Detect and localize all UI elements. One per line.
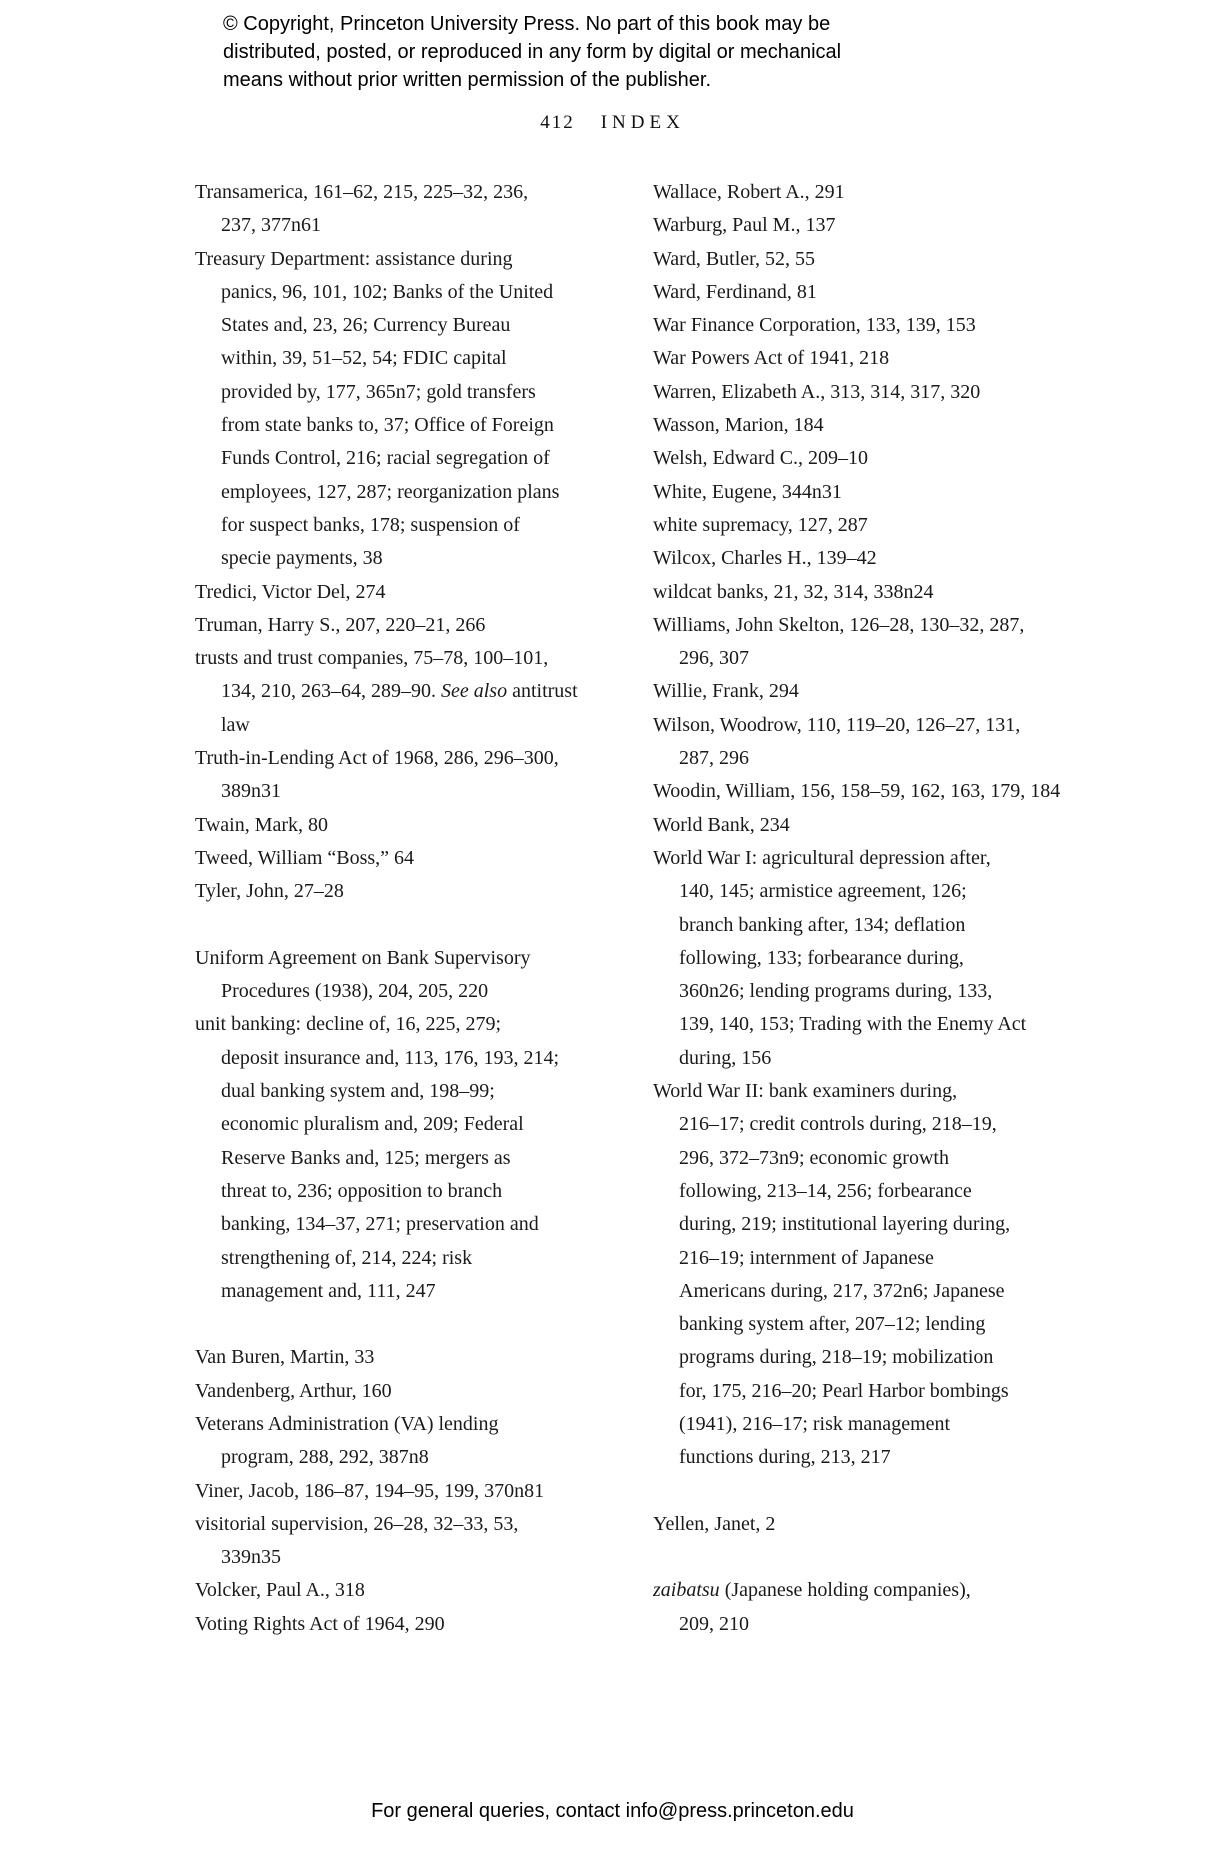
index-line-text: White, Eugene, 344n31 <box>653 480 842 503</box>
index-line-text: Veterans Administration (VA) lending <box>195 1412 499 1435</box>
index-line <box>653 309 1123 342</box>
index-line <box>195 576 645 609</box>
index-line <box>653 243 1123 276</box>
index-line-text: Willie, Frank, 294 <box>653 680 799 703</box>
index-line-text: management and, 111, 247 <box>221 1279 436 1302</box>
index-line <box>653 1508 1123 1541</box>
index-line <box>195 1608 645 1641</box>
copyright-line: © Copyright, Princeton University Press. No part of this book may be <box>223 13 831 35</box>
index-line <box>653 1608 1123 1641</box>
copyright-line: distributed, posted, or reproduced in any form by digital or mechanical <box>223 41 842 63</box>
index-line-text: 296, 372–73n9; economic growth <box>679 1146 949 1169</box>
index-line <box>195 1175 645 1208</box>
index-line-text: World War I: agricultural depression after, <box>653 846 991 869</box>
index-line-text: employees, 127, 287; reorganization plans <box>221 480 560 503</box>
index-line-text: visitorial supervision, 26–28, 32–33, 53, <box>195 1512 519 1535</box>
index-line-text: Wallace, Robert A., 291 <box>653 181 845 203</box>
index-line <box>653 1242 1123 1275</box>
index-line-text: Welsh, Edward C., 209–10 <box>653 447 869 470</box>
index-line <box>653 1341 1123 1374</box>
index-line-text: trusts and trust companies, 75–78, 100–101, <box>195 647 549 670</box>
index-line-text: functions during, 213, 217 <box>679 1446 891 1469</box>
page-number: 412 <box>540 112 575 133</box>
index-line <box>653 975 1123 1008</box>
index-line <box>195 1375 645 1408</box>
index-line-text: from state banks to, 37; Office of Foreign <box>221 414 554 437</box>
index-line-text: War Powers Act of 1941, 218 <box>653 347 890 370</box>
index-line-text: 216–17; credit controls during, 218–19, <box>679 1113 997 1136</box>
index-line <box>195 1475 645 1508</box>
index-line-text: unit banking: decline of, 16, 225, 279; <box>195 1013 502 1036</box>
index-line-text: Tyler, John, 27–28 <box>195 880 344 903</box>
index-line-text: 209, 210 <box>679 1612 749 1635</box>
index-line <box>653 1375 1123 1408</box>
index-line <box>653 742 1123 775</box>
index-line-text: within, 39, 51–52, 54; FDIC capital <box>221 347 507 370</box>
index-line-text: following, 213–14, 256; forbearance <box>679 1179 972 1202</box>
index-line <box>653 1574 1123 1607</box>
index-line <box>653 842 1123 875</box>
index-line-text: Reserve Banks and, 125; mergers as <box>221 1146 511 1169</box>
index-line <box>653 642 1123 675</box>
index-line-text: Procedures (1938), 204, 205, 220 <box>221 980 489 1003</box>
index-line-text: antitrust <box>507 680 578 703</box>
index-line-text: 139, 140, 153; Trading with the Enemy Act <box>679 1013 1027 1036</box>
index-line <box>653 1142 1123 1175</box>
index-line-text: during, 219; institutional layering during, <box>679 1213 1011 1236</box>
index-line <box>195 709 645 742</box>
index-line <box>653 1042 1123 1075</box>
index-line-text: 287, 296 <box>679 747 749 770</box>
running-head-title: INDEX <box>600 112 685 133</box>
index-line <box>653 809 1123 842</box>
index-line-text: 296, 307 <box>679 647 749 670</box>
index-line-text: for suspect banks, 178; suspension of <box>221 513 520 536</box>
index-line <box>653 1308 1123 1341</box>
index-line <box>195 609 645 642</box>
section-gap <box>195 1308 645 1341</box>
index-line-text: program, 288, 292, 387n8 <box>221 1446 429 1469</box>
index-line-text: World Bank, 234 <box>653 813 790 836</box>
index-line <box>653 409 1123 442</box>
index-line <box>653 709 1123 742</box>
index-line-text: Tredici, Victor Del, 274 <box>195 580 386 603</box>
running-head <box>0 112 1225 134</box>
index-line-text: Voting Rights Act of 1964, 290 <box>195 1612 445 1635</box>
index-line-text: Uniform Agreement on Bank Supervisory <box>195 946 531 969</box>
section-gap <box>653 1475 1123 1508</box>
index-line <box>195 675 645 708</box>
index-line <box>653 1175 1123 1208</box>
index-line-text: Wilson, Woodrow, 110, 119–20, 126–27, 131, <box>653 713 1021 736</box>
index-line <box>195 1108 645 1141</box>
index-line <box>653 1275 1123 1308</box>
index-line-text: 339n35 <box>221 1546 281 1569</box>
index-line-text: Viner, Jacob, 186–87, 194–95, 199, 370n81 <box>195 1479 545 1502</box>
index-line <box>195 942 645 975</box>
index-line-text: States and, 23, 26; Currency Bureau <box>221 314 511 337</box>
copyright-line: means without prior written permission of the publisher. <box>223 69 712 91</box>
index-line-text: Tweed, William “Boss,” 64 <box>195 846 415 869</box>
index-line <box>195 409 645 442</box>
index-line-text: banking, 134–37, 271; preservation and <box>221 1213 539 1236</box>
index-line <box>653 675 1123 708</box>
index-line <box>653 509 1123 542</box>
index-line-text: wildcat banks, 21, 32, 314, 338n24 <box>653 580 934 603</box>
index-line <box>653 476 1123 509</box>
index-line <box>653 176 1123 209</box>
index-line-text: Ward, Butler, 52, 55 <box>653 247 816 270</box>
index-line <box>653 1008 1123 1041</box>
index-line-text: Wasson, Marion, 184 <box>653 414 824 437</box>
copyright-notice <box>223 10 841 94</box>
index-line <box>195 1508 645 1541</box>
index-line-text: 140, 145; armistice agreement, 126; <box>679 880 967 903</box>
index-line <box>653 1441 1123 1474</box>
index-line-text: during, 156 <box>679 1046 772 1069</box>
index-line <box>653 276 1123 309</box>
index-line <box>653 609 1123 642</box>
index-line-text: Warren, Elizabeth A., 313, 314, 317, 320 <box>653 380 981 403</box>
index-line <box>195 476 645 509</box>
index-line <box>195 742 645 775</box>
index-line-text: Volcker, Paul A., 318 <box>195 1579 365 1602</box>
index-line <box>653 875 1123 908</box>
index-line-text: white supremacy, 127, 287 <box>653 513 868 536</box>
index-line <box>653 1408 1123 1441</box>
index-line <box>653 542 1123 575</box>
index-line <box>653 576 1123 609</box>
index-line-text: threat to, 236; opposition to branch <box>221 1179 503 1202</box>
index-line <box>195 1042 645 1075</box>
index-line <box>195 1408 645 1441</box>
index-line <box>195 642 645 675</box>
index-line <box>195 1242 645 1275</box>
index-line <box>195 509 645 542</box>
index-line-text: following, 133; forbearance during, <box>679 946 964 969</box>
index-line-text: Vandenberg, Arthur, 160 <box>195 1379 392 1402</box>
index-line <box>195 1574 645 1607</box>
index-line-text: panics, 96, 101, 102; Banks of the United <box>221 280 554 303</box>
index-line-text: strengthening of, 214, 224; risk <box>221 1246 473 1269</box>
index-line <box>195 875 645 908</box>
index-line-text: deposit insurance and, 113, 176, 193, 214; <box>221 1046 560 1069</box>
footer-contact-line: For general queries, contact info@press.princeton.edu <box>371 1800 854 1822</box>
index-line <box>195 209 645 242</box>
index-column-right <box>653 176 1123 1641</box>
index-line-text: 216–19; internment of Japanese <box>679 1246 934 1269</box>
index-line-text: Treasury Department: assistance during <box>195 247 513 270</box>
index-line <box>195 542 645 575</box>
index-line-text: Wilcox, Charles H., 139–42 <box>653 547 877 570</box>
index-line <box>653 909 1123 942</box>
index-line-text: Twain, Mark, 80 <box>195 813 329 836</box>
index-line-text: Warburg, Paul M., 137 <box>653 214 836 237</box>
index-line-text: Truth-in-Lending Act of 1968, 286, 296–300, <box>195 747 559 770</box>
index-line-text: banking system after, 207–12; lending <box>679 1313 986 1336</box>
index-line-text: branch banking after, 134; deflation <box>679 913 966 936</box>
index-line-text: 389n31 <box>221 780 281 803</box>
index-line-text: Ward, Ferdinand, 81 <box>653 280 817 303</box>
index-line-text: 237, 377n61 <box>221 214 321 237</box>
index-line-text: Williams, John Skelton, 126–28, 130–32, 287, <box>653 613 1025 636</box>
index-line-text: law <box>221 713 250 736</box>
index-line <box>653 1208 1123 1241</box>
index-line <box>195 1441 645 1474</box>
index-line <box>653 376 1123 409</box>
index-line-text: provided by, 177, 365n7; gold transfers <box>221 380 536 403</box>
index-line-text: specie payments, 38 <box>221 547 383 570</box>
index-line-text: programs during, 218–19; mobilization <box>679 1346 994 1369</box>
index-line <box>195 442 645 475</box>
index-line <box>195 1075 645 1108</box>
index-line <box>653 442 1123 475</box>
index-line <box>195 975 645 1008</box>
index-line <box>195 842 645 875</box>
index-line-text: dual banking system and, 198–99; <box>221 1080 495 1103</box>
index-line <box>653 1108 1123 1141</box>
index-line <box>653 1075 1123 1108</box>
index-line-text: (1941), 216–17; risk management <box>679 1412 951 1435</box>
index-line <box>195 1275 645 1308</box>
index-line-text: Truman, Harry S., 207, 220–21, 266 <box>195 613 486 636</box>
index-line-text: (Japanese holding companies), <box>719 1579 971 1602</box>
index-line <box>195 1008 645 1041</box>
index-line <box>653 775 1123 808</box>
index-line <box>195 243 645 276</box>
index-line-text: 134, 210, 263–64, 289–90. <box>221 680 441 703</box>
index-line <box>653 209 1123 242</box>
index-line <box>195 376 645 409</box>
index-line-italic-segment: See also <box>441 680 508 703</box>
index-line <box>195 809 645 842</box>
index-line <box>195 775 645 808</box>
index-line <box>195 1541 645 1574</box>
index-line-text: Americans during, 217, 372n6; Japanese <box>679 1279 1005 1302</box>
index-line-text: Yellen, Janet, 2 <box>653 1512 776 1535</box>
index-line-text: World War II: bank examiners during, <box>653 1080 958 1103</box>
index-column-left <box>195 176 645 1641</box>
index-line-italic-segment: zaibatsu <box>653 1579 720 1602</box>
index-line <box>653 342 1123 375</box>
index-line <box>653 942 1123 975</box>
index-line <box>195 1341 645 1374</box>
index-line-text: Woodin, William, 156, 158–59, 162, 163, 179, 184 <box>653 780 1061 803</box>
index-line-text: Funds Control, 216; racial segregation of <box>221 447 550 470</box>
index-line-text: Van Buren, Martin, 33 <box>195 1346 375 1369</box>
index-line-text: 360n26; lending programs during, 133, <box>679 980 993 1003</box>
index-line <box>195 1208 645 1241</box>
index-line <box>195 176 645 209</box>
index-line-text: War Finance Corporation, 133, 139, 153 <box>653 314 976 337</box>
index-line-text: economic pluralism and, 209; Federal <box>221 1113 524 1136</box>
index-line <box>195 309 645 342</box>
index-line <box>195 342 645 375</box>
index-line-text: Transamerica, 161–62, 215, 225–32, 236, <box>195 181 529 203</box>
section-gap <box>195 909 645 942</box>
index-line <box>195 276 645 309</box>
index-line <box>195 1142 645 1175</box>
section-gap <box>653 1541 1123 1574</box>
index-line-text: for, 175, 216–20; Pearl Harbor bombings <box>679 1379 1009 1402</box>
